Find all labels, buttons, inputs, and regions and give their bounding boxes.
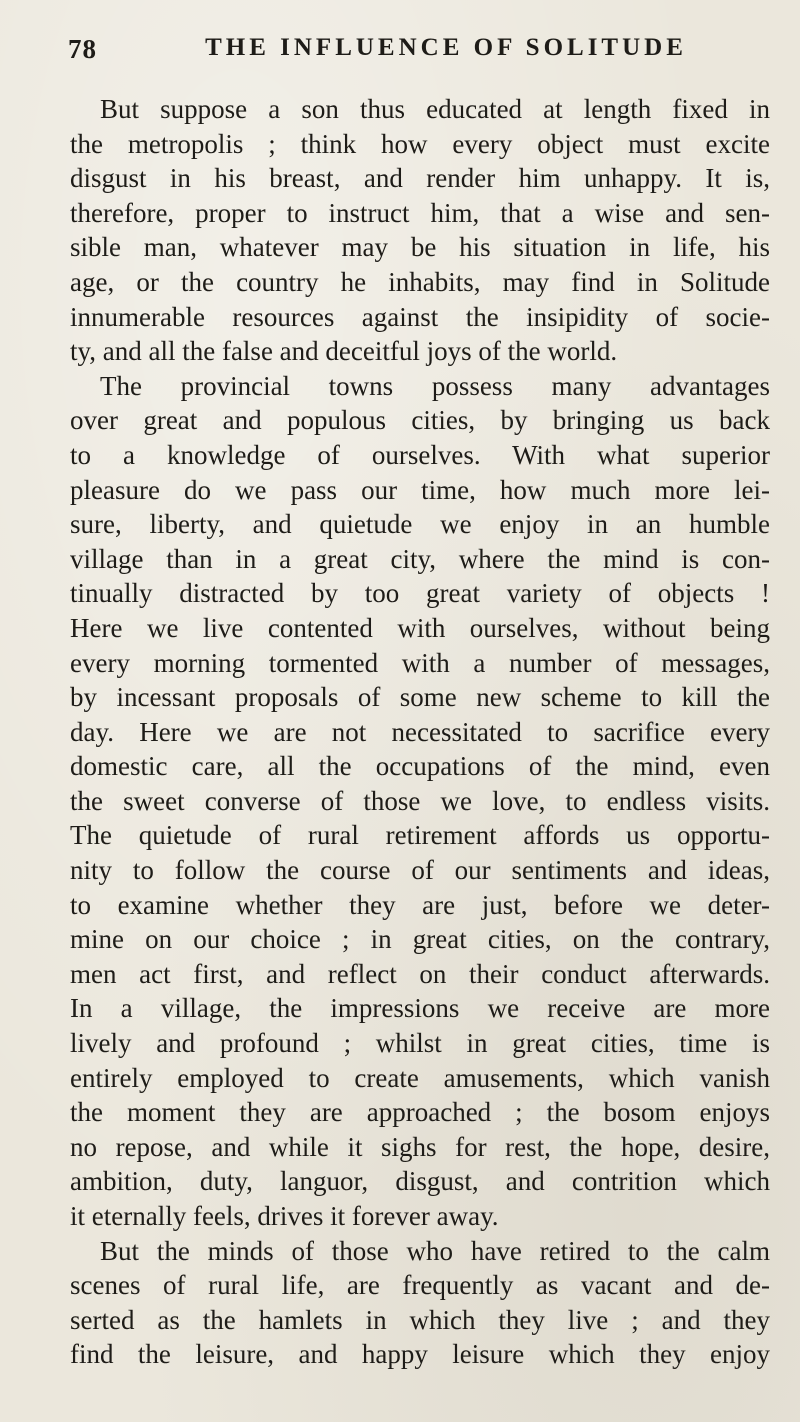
text-line: But suppose a son thus educated at length fixed in [100,94,770,124]
text-line: age, or the country he inhabits, may find in Solitude [70,266,770,297]
text-line: entirely employed to create amusements, which vanish [70,1062,770,1093]
text-line: ambition, duty, languor, disgust, and contrition which [70,1166,770,1197]
page-number: 78 [68,34,97,64]
running-head-title: THE INFLUENCE OF SOLITUDE [205,34,687,61]
text-line: to examine whether they are just, before we deter- [70,889,770,920]
text-line: lively and profound ; whilst in great cities, time is [70,1028,770,1059]
text-line: the sweet converse of those we love, to endless visits. [70,785,770,816]
running-head [68,34,768,64]
text-line: ty, and all the false and deceitful joys of the world. [70,336,618,367]
text-line: domestic care, all the occupations of the mind, even [70,751,770,782]
text-line: sible man, whatever may be his situation in life, his [70,232,770,263]
text-line: no repose, and while it sighs for rest, the hope, desire, [70,1131,770,1162]
text-line: by incessant proposals of some new scheme to kill the [70,682,770,713]
text-line: the metropolis ; think how every object must excite [70,128,770,159]
text-line: But the minds of those who have retired to the calm [100,1235,770,1266]
text-line: The quietude of rural retirement affords us opportu- [70,820,770,851]
text-line: every morning tormented with a number of messages, [70,647,770,678]
text-line: therefore, proper to instruct him, that a wise and sen- [70,197,770,228]
text-line: over great and populous cities, by bringing us back [70,405,770,436]
text-line: men act first, and reflect on their conduct afterwards. [70,958,770,989]
body-text [70,92,770,1372]
text-line: tinually distracted by too great variety of objects ! [70,578,770,609]
text-line: nity to follow the course of our sentiments and ideas, [70,855,770,886]
text-line: day. Here we are not necessitated to sacrifice every [70,716,770,747]
text-line: scenes of rural life, are frequently as vacant and de- [70,1270,770,1301]
text-line: sure, liberty, and quietude we enjoy in an humble [70,509,770,540]
text-line: The provincial towns possess many advantages [100,370,770,401]
text-line: to a knowledge of ourselves. With what superior [70,439,770,470]
text-line: In a village, the impressions we receive are more [70,993,770,1024]
text-line: pleasure do we pass our time, how much more lei- [70,474,770,505]
text-line: disgust in his breast, and render him unhappy. It is, [70,163,770,194]
text-line: village than in a great city, where the mind is con- [70,543,770,574]
text-line: serted as the hamlets in which they live ; and they [70,1304,770,1335]
text-line: find the leisure, and happy leisure which they enjoy [70,1339,770,1370]
text-line: Here we live contented with ourselves, without being [70,612,770,643]
text-line: it eternally feels, drives it forever away. [70,1201,499,1231]
text-line: innumerable resources against the insipidity of socie- [70,301,770,332]
text-line: the moment they are approached ; the bosom enjoys [70,1097,770,1128]
text-line: mine on our choice ; in great cities, on the contrary, [70,924,770,955]
